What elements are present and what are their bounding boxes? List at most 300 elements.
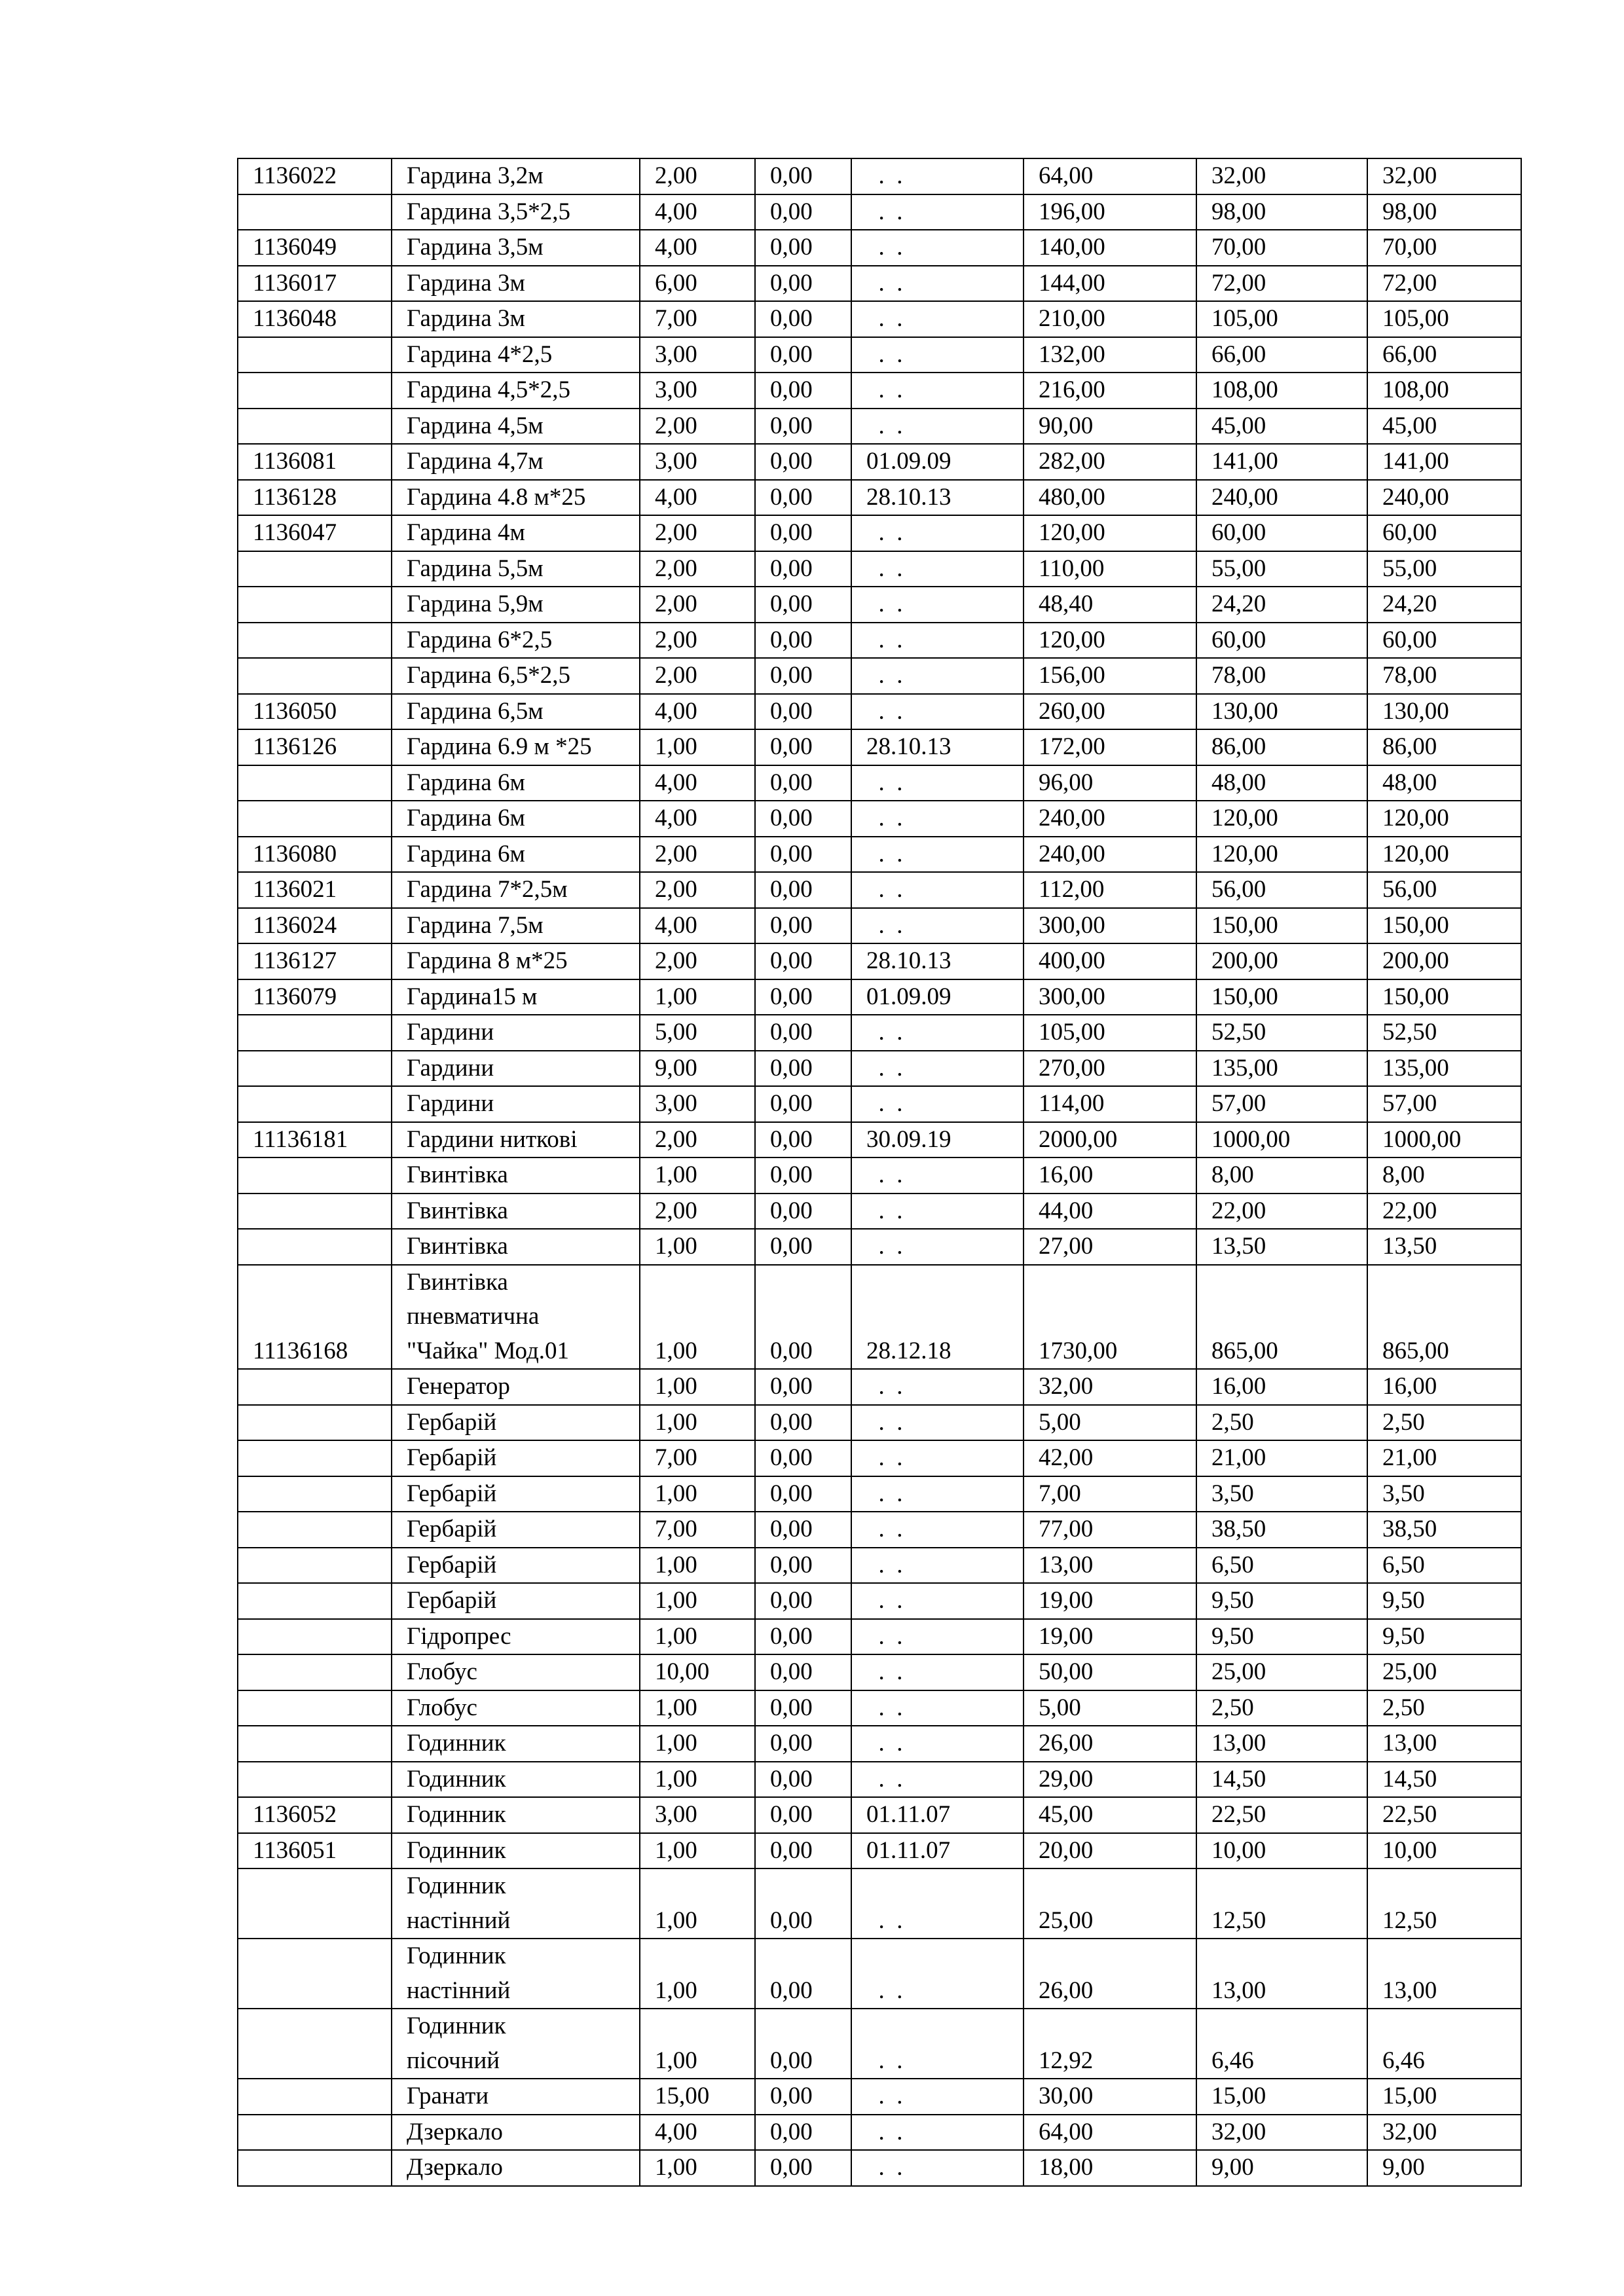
date-cell: 28.10.13 — [851, 480, 1024, 516]
residual-value-cell: 60,00 — [1367, 515, 1521, 551]
date-cell: . . — [851, 1405, 1024, 1441]
table-row — [238, 409, 1521, 445]
table-row — [238, 1476, 1521, 1512]
depreciation-cell: 78,00 — [1196, 658, 1367, 694]
zero-value-cell: 0,00 — [755, 1440, 851, 1476]
table-row — [238, 1797, 1521, 1833]
depreciation-cell: 6,46 — [1196, 2009, 1367, 2079]
quantity-cell: 7,00 — [640, 1440, 755, 1476]
depreciation-cell: 86,00 — [1196, 729, 1367, 765]
residual-value-cell: 21,00 — [1367, 1440, 1521, 1476]
zero-value-cell: 0,00 — [755, 230, 851, 266]
quantity-cell: 2,00 — [640, 943, 755, 979]
quantity-cell: 2,00 — [640, 587, 755, 623]
zero-value-cell: 0,00 — [755, 658, 851, 694]
item-name-cell: Годинник пісочний — [392, 2009, 640, 2079]
date-cell: . . — [851, 801, 1024, 837]
quantity-cell: 4,00 — [640, 694, 755, 730]
table-row — [238, 1654, 1521, 1690]
item-name-cell: Гардина 7*2,5м — [392, 872, 640, 908]
residual-value-cell: 24,20 — [1367, 587, 1521, 623]
depreciation-cell: 150,00 — [1196, 908, 1367, 944]
residual-value-cell: 60,00 — [1367, 623, 1521, 659]
cost-cell: 400,00 — [1024, 943, 1196, 979]
table-row — [238, 1194, 1521, 1230]
item-name-cell: Дзеркало — [392, 2150, 640, 2186]
inventory-number-cell: 1136080 — [238, 837, 392, 873]
zero-value-cell: 0,00 — [755, 1369, 851, 1405]
residual-value-cell: 120,00 — [1367, 801, 1521, 837]
zero-value-cell: 0,00 — [755, 943, 851, 979]
date-cell: . . — [851, 1619, 1024, 1655]
item-name-cell: Гардина 6,5м — [392, 694, 640, 730]
cost-cell: 50,00 — [1024, 1654, 1196, 1690]
cost-cell: 5,00 — [1024, 1690, 1196, 1726]
inventory-number-cell — [238, 337, 392, 373]
quantity-cell: 2,00 — [640, 551, 755, 587]
residual-value-cell: 9,50 — [1367, 1619, 1521, 1655]
residual-value-cell: 52,50 — [1367, 1015, 1521, 1051]
item-name-cell: Гардина 4*2,5 — [392, 337, 640, 373]
residual-value-cell: 86,00 — [1367, 729, 1521, 765]
table-row — [238, 1762, 1521, 1798]
quantity-cell: 1,00 — [640, 1726, 755, 1762]
table-row — [238, 1265, 1521, 1370]
inventory-number-cell — [238, 1015, 392, 1051]
cost-cell: 282,00 — [1024, 444, 1196, 480]
cost-cell: 1730,00 — [1024, 1265, 1196, 1370]
depreciation-cell: 16,00 — [1196, 1369, 1367, 1405]
table-row — [238, 301, 1521, 337]
inventory-number-cell: 1136052 — [238, 1797, 392, 1833]
inventory-number-cell — [238, 2009, 392, 2079]
table-row — [238, 1512, 1521, 1548]
cost-cell: 5,00 — [1024, 1405, 1196, 1441]
zero-value-cell: 0,00 — [755, 2115, 851, 2151]
zero-value-cell: 0,00 — [755, 801, 851, 837]
quantity-cell: 2,00 — [640, 623, 755, 659]
residual-value-cell: 141,00 — [1367, 444, 1521, 480]
zero-value-cell: 0,00 — [755, 551, 851, 587]
residual-value-cell: 32,00 — [1367, 2115, 1521, 2151]
table-row — [238, 1548, 1521, 1584]
quantity-cell: 1,00 — [640, 2150, 755, 2186]
quantity-cell: 2,00 — [640, 515, 755, 551]
date-cell: 01.09.09 — [851, 979, 1024, 1015]
quantity-cell: 1,00 — [640, 1690, 755, 1726]
table-row — [238, 373, 1521, 409]
item-name-cell: Гардини — [392, 1015, 640, 1051]
quantity-cell: 1,00 — [640, 1157, 755, 1194]
residual-value-cell: 6,46 — [1367, 2009, 1521, 2079]
quantity-cell: 9,00 — [640, 1051, 755, 1087]
table-row — [238, 623, 1521, 659]
cost-cell: 260,00 — [1024, 694, 1196, 730]
residual-value-cell: 57,00 — [1367, 1086, 1521, 1122]
zero-value-cell: 0,00 — [755, 1194, 851, 1230]
zero-value-cell: 0,00 — [755, 1868, 851, 1939]
item-name-cell: Годинник — [392, 1762, 640, 1798]
residual-value-cell: 150,00 — [1367, 979, 1521, 1015]
item-name-cell: Гардина 4м — [392, 515, 640, 551]
depreciation-cell: 6,50 — [1196, 1548, 1367, 1584]
cost-cell: 300,00 — [1024, 908, 1196, 944]
date-cell: . . — [851, 837, 1024, 873]
residual-value-cell: 25,00 — [1367, 1654, 1521, 1690]
zero-value-cell: 0,00 — [755, 1939, 851, 2009]
quantity-cell: 3,00 — [640, 337, 755, 373]
depreciation-cell: 24,20 — [1196, 587, 1367, 623]
inventory-number-cell — [238, 1726, 392, 1762]
date-cell: 30.09.19 — [851, 1122, 1024, 1158]
cost-cell: 90,00 — [1024, 409, 1196, 445]
quantity-cell: 2,00 — [640, 1122, 755, 1158]
cost-cell: 112,00 — [1024, 872, 1196, 908]
residual-value-cell: 13,00 — [1367, 1939, 1521, 2009]
depreciation-cell: 98,00 — [1196, 194, 1367, 230]
quantity-cell: 1,00 — [640, 1229, 755, 1265]
cost-cell: 120,00 — [1024, 623, 1196, 659]
date-cell: . . — [851, 908, 1024, 944]
quantity-cell: 2,00 — [640, 158, 755, 194]
item-name-cell: Гардина 6,5*2,5 — [392, 658, 640, 694]
date-cell: . . — [851, 551, 1024, 587]
quantity-cell: 1,00 — [640, 1405, 755, 1441]
quantity-cell: 4,00 — [640, 908, 755, 944]
zero-value-cell: 0,00 — [755, 1229, 851, 1265]
cost-cell: 26,00 — [1024, 1726, 1196, 1762]
depreciation-cell: 14,50 — [1196, 1762, 1367, 1798]
cost-cell: 156,00 — [1024, 658, 1196, 694]
table-row — [238, 1583, 1521, 1619]
table-row — [238, 943, 1521, 979]
inventory-number-cell — [238, 1229, 392, 1265]
depreciation-cell: 105,00 — [1196, 301, 1367, 337]
depreciation-cell: 15,00 — [1196, 2079, 1367, 2115]
depreciation-cell: 56,00 — [1196, 872, 1367, 908]
residual-value-cell: 105,00 — [1367, 301, 1521, 337]
date-cell: . . — [851, 1512, 1024, 1548]
table-row — [238, 1833, 1521, 1869]
depreciation-cell: 1000,00 — [1196, 1122, 1367, 1158]
inventory-number-cell: 1136079 — [238, 979, 392, 1015]
date-cell: . . — [851, 1939, 1024, 2009]
quantity-cell: 4,00 — [640, 194, 755, 230]
inventory-number-cell — [238, 1654, 392, 1690]
cost-cell: 300,00 — [1024, 979, 1196, 1015]
table-row — [238, 979, 1521, 1015]
date-cell: . . — [851, 765, 1024, 801]
quantity-cell: 1,00 — [640, 1833, 755, 1869]
item-name-cell: Гербарій — [392, 1440, 640, 1476]
inventory-number-cell — [238, 1194, 392, 1230]
date-cell: . . — [851, 158, 1024, 194]
inventory-number-cell: 1136022 — [238, 158, 392, 194]
depreciation-cell: 120,00 — [1196, 837, 1367, 873]
date-cell: 28.12.18 — [851, 1265, 1024, 1370]
residual-value-cell: 13,00 — [1367, 1726, 1521, 1762]
cost-cell: 105,00 — [1024, 1015, 1196, 1051]
inventory-number-cell — [238, 2115, 392, 2151]
inventory-number-cell: 1136047 — [238, 515, 392, 551]
inventory-number-cell: 1136048 — [238, 301, 392, 337]
residual-value-cell: 70,00 — [1367, 230, 1521, 266]
date-cell: . . — [851, 1726, 1024, 1762]
table-row — [238, 158, 1521, 194]
date-cell: 28.10.13 — [851, 943, 1024, 979]
quantity-cell: 10,00 — [640, 1654, 755, 1690]
table-row — [238, 1690, 1521, 1726]
cost-cell: 20,00 — [1024, 1833, 1196, 1869]
depreciation-cell: 60,00 — [1196, 515, 1367, 551]
residual-value-cell: 2,50 — [1367, 1690, 1521, 1726]
table-row — [238, 1086, 1521, 1122]
quantity-cell: 1,00 — [640, 729, 755, 765]
cost-cell: 44,00 — [1024, 1194, 1196, 1230]
inventory-number-cell — [238, 1086, 392, 1122]
zero-value-cell: 0,00 — [755, 515, 851, 551]
quantity-cell: 1,00 — [640, 1369, 755, 1405]
inventory-number-cell — [238, 1548, 392, 1584]
quantity-cell: 3,00 — [640, 373, 755, 409]
residual-value-cell: 130,00 — [1367, 694, 1521, 730]
item-name-cell: Гардина 8 м*25 — [392, 943, 640, 979]
zero-value-cell: 0,00 — [755, 444, 851, 480]
cost-cell: 110,00 — [1024, 551, 1196, 587]
quantity-cell: 7,00 — [640, 301, 755, 337]
table-row — [238, 908, 1521, 944]
item-name-cell: Гідропрес — [392, 1619, 640, 1655]
table-row — [238, 1122, 1521, 1158]
inventory-number-cell — [238, 1868, 392, 1939]
inventory-number-cell — [238, 2150, 392, 2186]
table-row — [238, 2009, 1521, 2079]
table-row — [238, 551, 1521, 587]
cost-cell: 29,00 — [1024, 1762, 1196, 1798]
item-name-cell: Годинник — [392, 1833, 640, 1869]
quantity-cell: 4,00 — [640, 480, 755, 516]
item-name-cell: Гардини ниткові — [392, 1122, 640, 1158]
table-row — [238, 1369, 1521, 1405]
date-cell: . . — [851, 587, 1024, 623]
quantity-cell: 1,00 — [640, 1868, 755, 1939]
item-name-cell: Дзеркало — [392, 2115, 640, 2151]
table-row — [238, 230, 1521, 266]
item-name-cell: Гвинтівка пневматична "Чайка" Мод.01 — [392, 1265, 640, 1370]
depreciation-cell: 72,00 — [1196, 266, 1367, 302]
item-name-cell: Гардини — [392, 1051, 640, 1087]
depreciation-cell: 22,50 — [1196, 1797, 1367, 1833]
inventory-number-cell — [238, 1690, 392, 1726]
table-row — [238, 2115, 1521, 2151]
quantity-cell: 1,00 — [640, 1265, 755, 1370]
cost-cell: 64,00 — [1024, 158, 1196, 194]
inventory-number-cell — [238, 194, 392, 230]
cost-cell: 240,00 — [1024, 837, 1196, 873]
residual-value-cell: 78,00 — [1367, 658, 1521, 694]
quantity-cell: 4,00 — [640, 230, 755, 266]
inventory-number-cell: 1136017 — [238, 266, 392, 302]
depreciation-cell: 32,00 — [1196, 158, 1367, 194]
inventory-number-cell: 11136181 — [238, 1122, 392, 1158]
quantity-cell: 3,00 — [640, 1086, 755, 1122]
zero-value-cell: 0,00 — [755, 979, 851, 1015]
residual-value-cell: 1000,00 — [1367, 1122, 1521, 1158]
cost-cell: 120,00 — [1024, 515, 1196, 551]
item-name-cell: Гардини — [392, 1086, 640, 1122]
residual-value-cell: 2,50 — [1367, 1405, 1521, 1441]
item-name-cell: Гвинтівка — [392, 1157, 640, 1194]
date-cell: . . — [851, 1868, 1024, 1939]
inventory-number-cell: 11136168 — [238, 1265, 392, 1370]
depreciation-cell: 3,50 — [1196, 1476, 1367, 1512]
cost-cell: 210,00 — [1024, 301, 1196, 337]
date-cell: . . — [851, 1086, 1024, 1122]
zero-value-cell: 0,00 — [755, 1512, 851, 1548]
depreciation-cell: 45,00 — [1196, 409, 1367, 445]
quantity-cell: 4,00 — [640, 801, 755, 837]
date-cell: 28.10.13 — [851, 729, 1024, 765]
item-name-cell: Гардина 6м — [392, 765, 640, 801]
cost-cell: 12,92 — [1024, 2009, 1196, 2079]
cost-cell: 140,00 — [1024, 230, 1196, 266]
zero-value-cell: 0,00 — [755, 409, 851, 445]
quantity-cell: 1,00 — [640, 1939, 755, 2009]
depreciation-cell: 108,00 — [1196, 373, 1367, 409]
date-cell: . . — [851, 1654, 1024, 1690]
item-name-cell: Глобус — [392, 1654, 640, 1690]
table-row — [238, 1939, 1521, 2009]
zero-value-cell: 0,00 — [755, 373, 851, 409]
quantity-cell: 2,00 — [640, 409, 755, 445]
zero-value-cell: 0,00 — [755, 1654, 851, 1690]
item-name-cell: Гардина 3,2м — [392, 158, 640, 194]
zero-value-cell: 0,00 — [755, 1265, 851, 1370]
table-row — [238, 587, 1521, 623]
table-row — [238, 837, 1521, 873]
cost-cell: 26,00 — [1024, 1939, 1196, 2009]
inventory-number-cell — [238, 2079, 392, 2115]
date-cell: . . — [851, 1051, 1024, 1087]
cost-cell: 144,00 — [1024, 266, 1196, 302]
date-cell: . . — [851, 373, 1024, 409]
residual-value-cell: 240,00 — [1367, 480, 1521, 516]
date-cell: . . — [851, 2150, 1024, 2186]
date-cell: . . — [851, 2079, 1024, 2115]
item-name-cell: Гвинтівка — [392, 1194, 640, 1230]
depreciation-cell: 48,00 — [1196, 765, 1367, 801]
depreciation-cell: 8,00 — [1196, 1157, 1367, 1194]
inventory-number-cell: 1136050 — [238, 694, 392, 730]
item-name-cell: Гардина 6м — [392, 801, 640, 837]
zero-value-cell: 0,00 — [755, 765, 851, 801]
zero-value-cell: 0,00 — [755, 1619, 851, 1655]
inventory-number-cell — [238, 1619, 392, 1655]
item-name-cell: Годинник настінний — [392, 1868, 640, 1939]
cost-cell: 77,00 — [1024, 1512, 1196, 1548]
cost-cell: 30,00 — [1024, 2079, 1196, 2115]
quantity-cell: 1,00 — [640, 979, 755, 1015]
depreciation-cell: 12,50 — [1196, 1868, 1367, 1939]
residual-value-cell: 108,00 — [1367, 373, 1521, 409]
zero-value-cell: 0,00 — [755, 194, 851, 230]
residual-value-cell: 38,50 — [1367, 1512, 1521, 1548]
depreciation-cell: 13,00 — [1196, 1726, 1367, 1762]
cost-cell: 48,40 — [1024, 587, 1196, 623]
item-name-cell: Гербарій — [392, 1512, 640, 1548]
inventory-number-cell — [238, 1476, 392, 1512]
inventory-number-cell — [238, 409, 392, 445]
table-row — [238, 1405, 1521, 1441]
inventory-number-cell: 1136126 — [238, 729, 392, 765]
quantity-cell: 1,00 — [640, 1583, 755, 1619]
zero-value-cell: 0,00 — [755, 872, 851, 908]
depreciation-cell: 120,00 — [1196, 801, 1367, 837]
inventory-number-cell — [238, 1369, 392, 1405]
date-cell: . . — [851, 872, 1024, 908]
zero-value-cell: 0,00 — [755, 1833, 851, 1869]
date-cell: . . — [851, 301, 1024, 337]
cost-cell: 2000,00 — [1024, 1122, 1196, 1158]
date-cell: . . — [851, 1476, 1024, 1512]
depreciation-cell: 130,00 — [1196, 694, 1367, 730]
item-name-cell: Гардина 6*2,5 — [392, 623, 640, 659]
inventory-number-cell — [238, 587, 392, 623]
depreciation-cell: 38,50 — [1196, 1512, 1367, 1548]
table-row — [238, 729, 1521, 765]
depreciation-cell: 57,00 — [1196, 1086, 1367, 1122]
zero-value-cell: 0,00 — [755, 1690, 851, 1726]
residual-value-cell: 98,00 — [1367, 194, 1521, 230]
depreciation-cell: 70,00 — [1196, 230, 1367, 266]
inventory-number-cell — [238, 1939, 392, 2009]
cost-cell: 16,00 — [1024, 1157, 1196, 1194]
inventory-number-cell — [238, 1157, 392, 1194]
residual-value-cell: 135,00 — [1367, 1051, 1521, 1087]
depreciation-cell: 2,50 — [1196, 1690, 1367, 1726]
quantity-cell: 6,00 — [640, 266, 755, 302]
zero-value-cell: 0,00 — [755, 1548, 851, 1584]
residual-value-cell: 72,00 — [1367, 266, 1521, 302]
table-row — [238, 1440, 1521, 1476]
inventory-number-cell — [238, 765, 392, 801]
zero-value-cell: 0,00 — [755, 2009, 851, 2079]
cost-cell: 32,00 — [1024, 1369, 1196, 1405]
date-cell: 01.11.07 — [851, 1833, 1024, 1869]
date-cell: . . — [851, 1229, 1024, 1265]
quantity-cell: 2,00 — [640, 872, 755, 908]
depreciation-cell: 200,00 — [1196, 943, 1367, 979]
item-name-cell: Годинник — [392, 1726, 640, 1762]
quantity-cell: 1,00 — [640, 2009, 755, 2079]
inventory-number-cell — [238, 551, 392, 587]
inventory-number-cell — [238, 1440, 392, 1476]
item-name-cell: Глобус — [392, 1690, 640, 1726]
item-name-cell: Гербарій — [392, 1583, 640, 1619]
cost-cell: 216,00 — [1024, 373, 1196, 409]
cost-cell: 172,00 — [1024, 729, 1196, 765]
zero-value-cell: 0,00 — [755, 908, 851, 944]
cost-cell: 270,00 — [1024, 1051, 1196, 1087]
zero-value-cell: 0,00 — [755, 694, 851, 730]
zero-value-cell: 0,00 — [755, 2150, 851, 2186]
residual-value-cell: 200,00 — [1367, 943, 1521, 979]
date-cell: . . — [851, 1440, 1024, 1476]
item-name-cell: Годинник — [392, 1797, 640, 1833]
depreciation-cell: 52,50 — [1196, 1015, 1367, 1051]
quantity-cell: 3,00 — [640, 1797, 755, 1833]
cost-cell: 42,00 — [1024, 1440, 1196, 1476]
